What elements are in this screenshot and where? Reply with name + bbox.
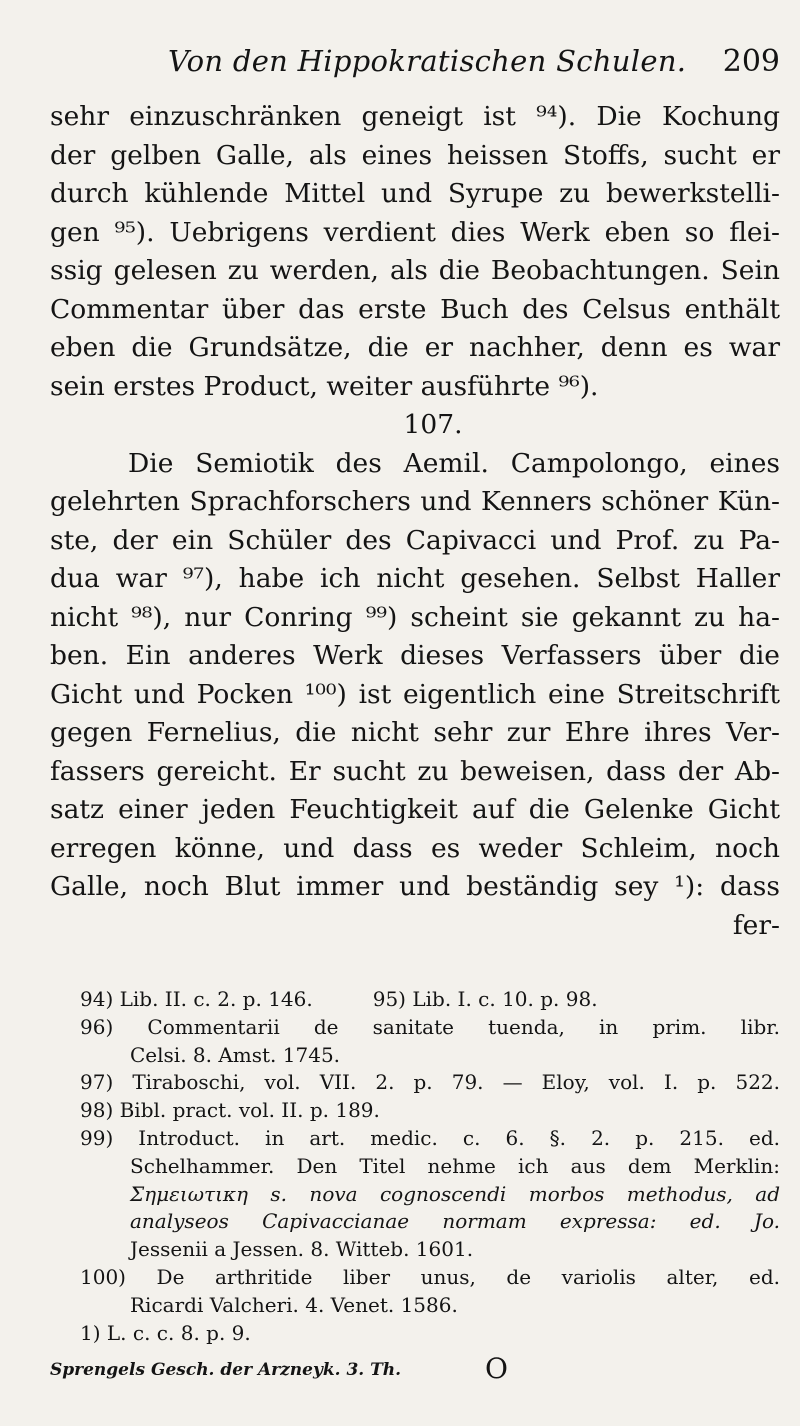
footnote-99-cont: analyseos Capivaccianae normam expressa: ed. Jo. <box>130 1209 780 1234</box>
footnote-96-cont: Celsi. 8. Amst. 1745. <box>130 1042 341 1067</box>
printer-signature: Sprengels Gesch. der Arzneyk. 3. Th. <box>50 1360 402 1380</box>
text-line: sehr einzuschränken geneigt ist ⁹⁴). Die Kochung <box>50 101 780 132</box>
text-line: eben die Grundsätze, die er nachher, denn es war <box>50 332 780 363</box>
text-line: ben. Ein anderes Werk dieses Verfassers über die <box>50 640 780 671</box>
text-line: gelehrten Sprachforschers und Kenners schöner Kün- <box>50 486 780 517</box>
footnote-99: 99) Introduct. in art. medic. c. 6. §. 2. p. 215. ed. <box>80 1125 780 1150</box>
text-line: erregen könne, und dass es weder Schleim, noch <box>50 832 780 864</box>
footnote-line <box>50 986 780 1014</box>
text-line: ste, der ein Schüler des Capivacci und Prof. zu Pa- <box>50 524 780 556</box>
text-line: fassers gereicht. Er sucht zu beweisen, dass der Ab- <box>50 755 780 787</box>
page-number: 209 <box>722 44 780 79</box>
text-line: dua war ⁹⁷), habe ich nicht gesehen. Selbst Haller <box>50 563 780 594</box>
footnotes <box>50 986 780 1347</box>
section-number-text: 107. <box>403 409 463 440</box>
footnote-97: 97) Tiraboschi, vol. VII. 2. p. 79. — Eloy, vol. I. p. 522. <box>80 1070 780 1095</box>
page-header <box>50 44 780 84</box>
running-title: Von den Hippokratischen Schulen. <box>168 44 687 78</box>
signature-mark: O <box>485 1352 508 1385</box>
page-footer <box>50 1352 780 1386</box>
text-line: Commentar über das erste Buch des Celsus enthält <box>50 293 780 325</box>
footnote-94: 94) Lib. II. c. 2. p. 146. <box>80 987 313 1011</box>
text-line: gegen Fernelius, die nicht sehr zur Ehre ihres Ver- <box>50 717 780 748</box>
main-text <box>50 98 780 945</box>
text-line: Gicht und Pocken ¹⁰⁰) ist eigentlich eine Streitschrift <box>50 678 780 710</box>
text-line: Galle, noch Blut immer und beständig sey ¹): dass <box>50 871 780 902</box>
text-line: sein erstes Product, weiter ausführte ⁹⁶). <box>50 370 599 402</box>
text-line: ssig gelesen zu werden, als die Beobachtungen. Sein <box>50 255 780 286</box>
footnote-99-cont: Schelhammer. Den Titel nehme ich aus dem Merklin: <box>130 1153 780 1178</box>
footnote-95: 95) Lib. I. c. 10. p. 98. <box>372 987 598 1011</box>
footnote-98: 98) Bibl. pract. vol. II. p. 189. <box>80 1098 380 1123</box>
text-line: gen ⁹⁵). Uebrigens verdient dies Werk eben so flei- <box>50 216 780 248</box>
text-line: Die Semiotik des Aemil. Campolongo, eines <box>128 447 780 479</box>
text-line: durch kühlende Mittel und Syrupe zu bewerkstelli- <box>50 178 780 209</box>
text-line: der gelben Galle, als eines heissen Stoffs, sucht er <box>50 139 780 171</box>
footnote-99-cont: Jessenii a Jessen. 8. Witteb. 1601. <box>130 1237 474 1262</box>
footnote-1: 1) L. c. c. 8. p. 9. <box>80 1320 251 1345</box>
footnote-96: 96) Commentarii de sanitate tuenda, in prim. libr. <box>80 1014 780 1039</box>
footnote-100: 100) De arthritide liber unus, de variolis alter, ed. <box>80 1264 780 1289</box>
text-line: nicht ⁹⁸), nur Conring ⁹⁹) scheint sie gekannt zu ha- <box>50 601 780 633</box>
catchword: fer- <box>732 909 780 941</box>
footnote-99-cont: Σημειωτικη s. nova cognoscendi morbos methodus, ad <box>130 1181 780 1206</box>
text-line: satz einer jeden Feuchtigkeit auf die Gelenke Gicht <box>50 794 780 825</box>
footnote-100-cont: Ricardi Valcheri. 4. Venet. 1586. <box>130 1292 458 1317</box>
section-number <box>50 406 780 445</box>
